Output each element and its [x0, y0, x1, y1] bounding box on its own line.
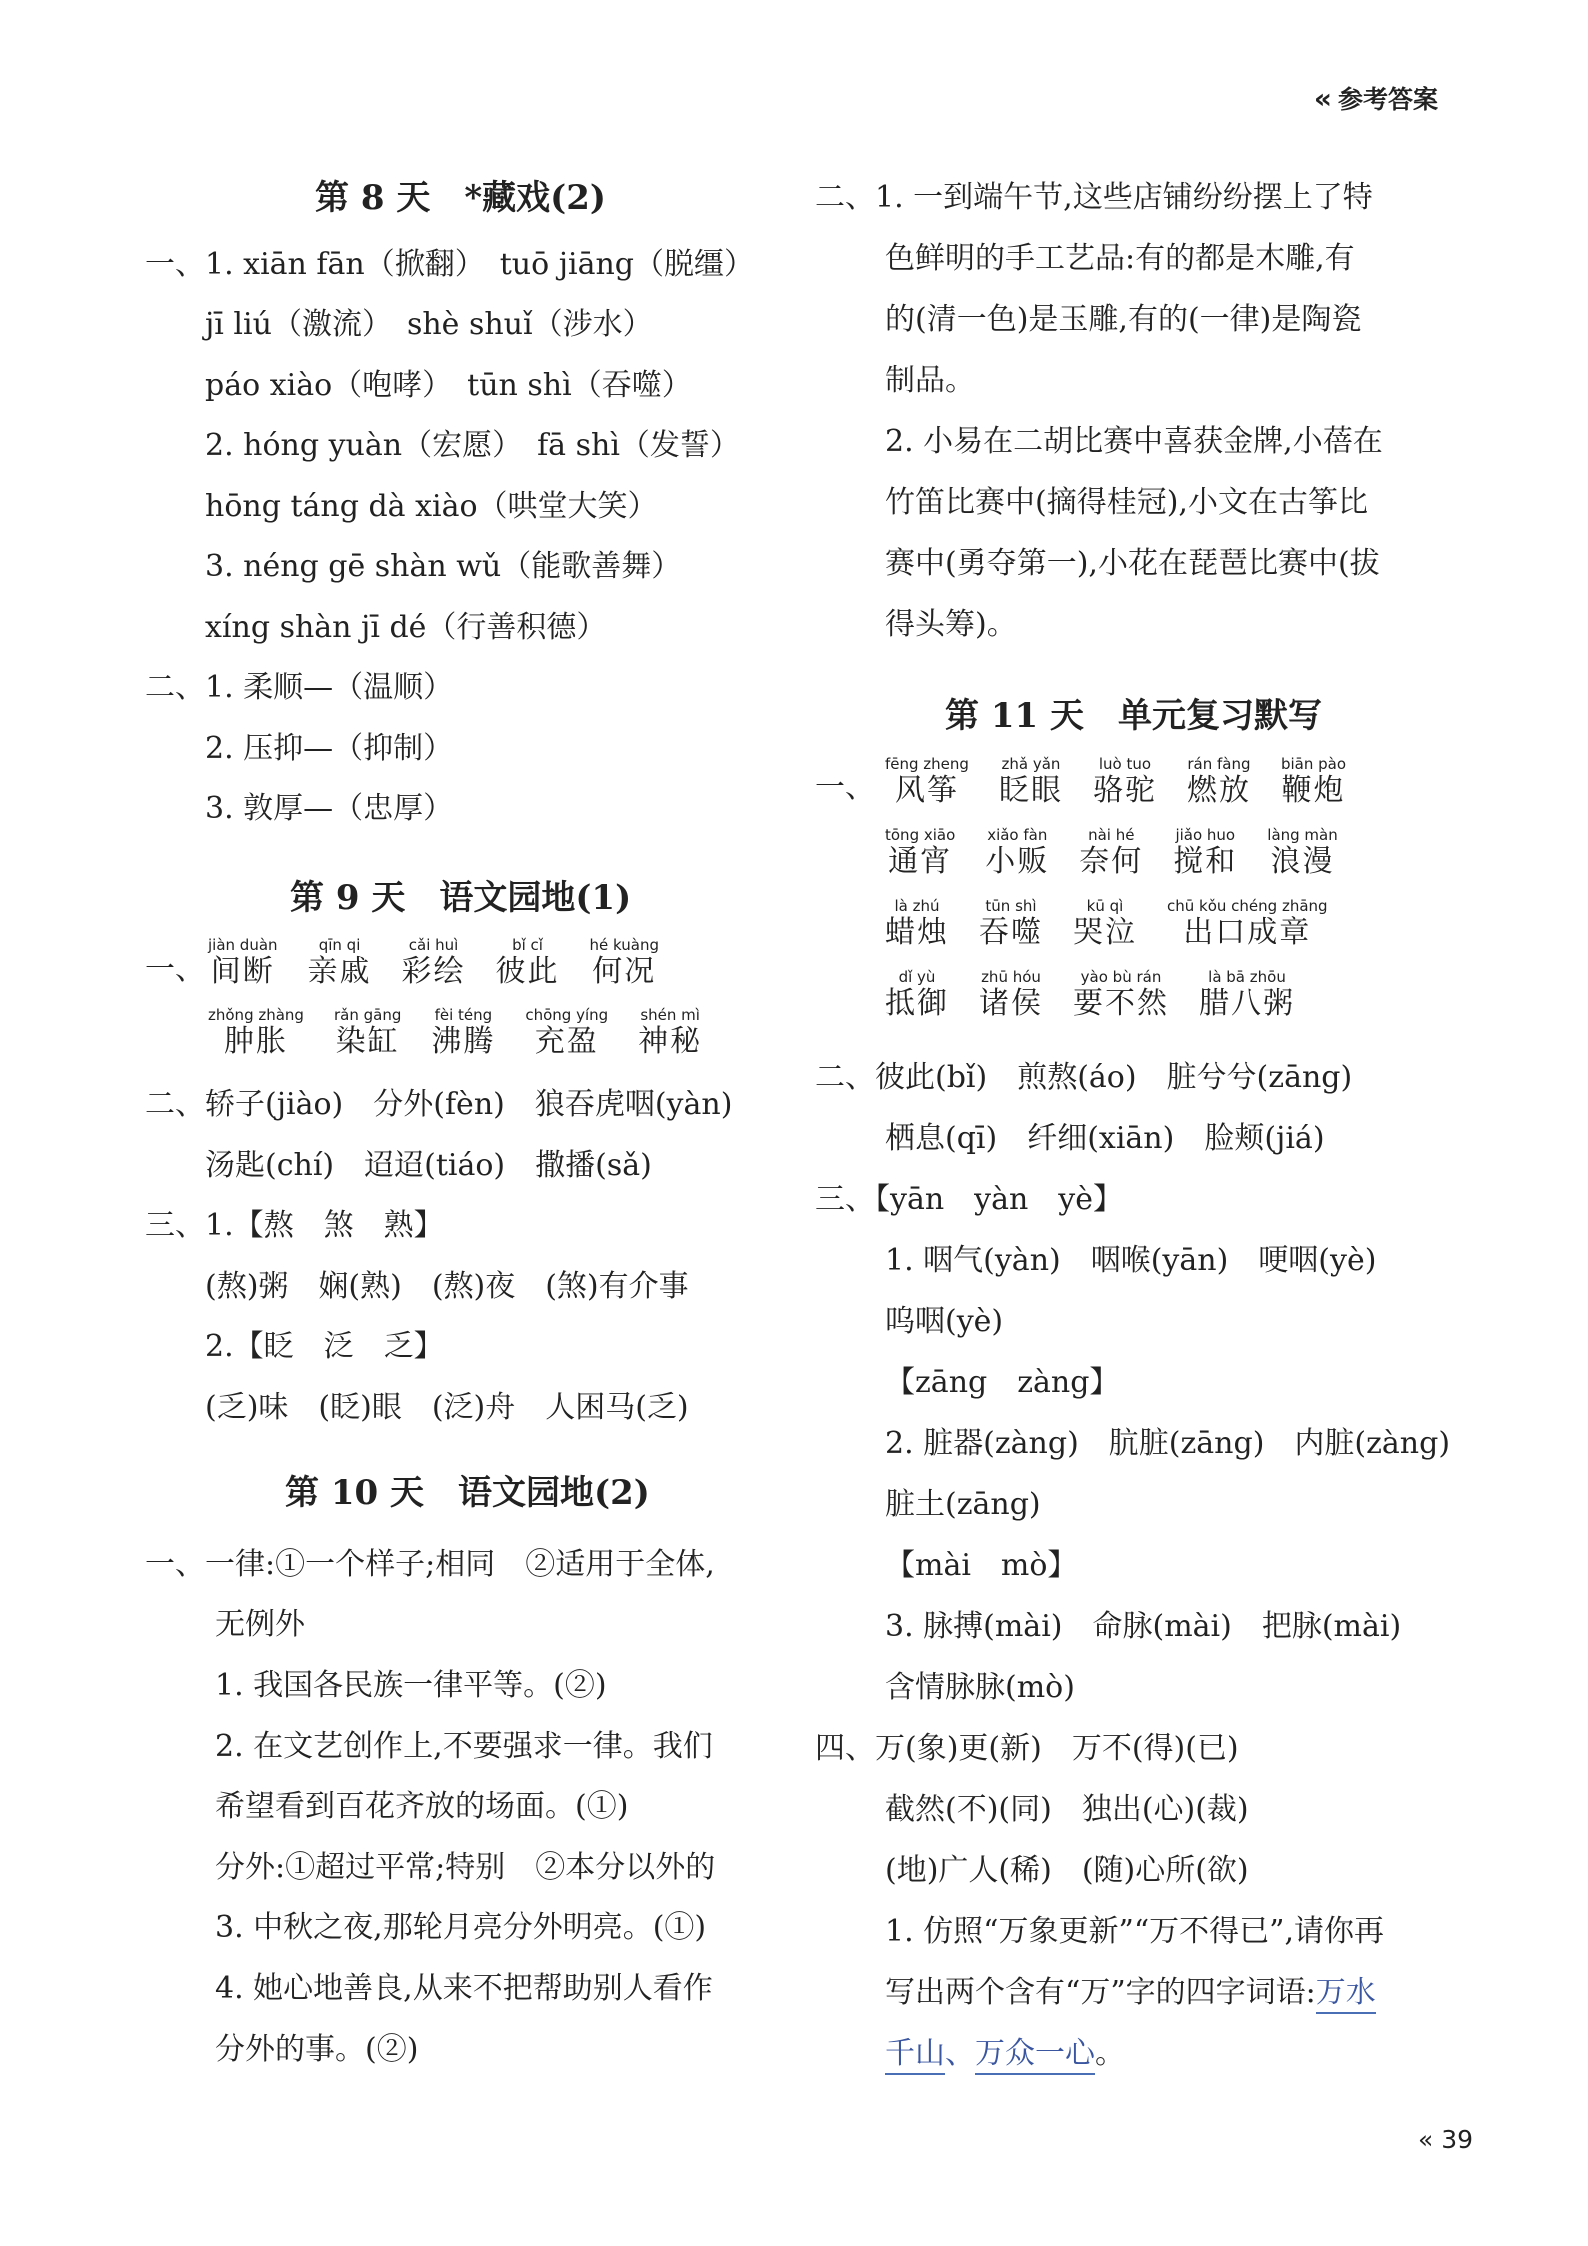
page-number: [1418, 2125, 1473, 2154]
period: 。: [1095, 2036, 1125, 2071]
day8-line: jī liú（激流） shè shuǐ（涉水）: [205, 307, 653, 342]
sentence-line: 赛中(勇夺第一),小花在琵琶比赛中(拔: [885, 546, 1380, 581]
day8-line: 3. néng gē shàn wǔ（能歌善舞）: [205, 549, 682, 584]
day8-line: 3. 敦厚—（忠厚）: [205, 791, 454, 826]
pinyin-word: fèi téng 沸腾: [431, 1006, 496, 1059]
sentence-line: 二、1. 一到端午节,这些店铺纷纷摆上了特: [815, 180, 1373, 215]
pinyin-word: là bā zhōu 腊八粥: [1199, 968, 1295, 1021]
pinyin-word: qīn qi 亲戚: [307, 936, 372, 989]
day9-line: 二、轿子(jiào) 分外(fèn) 狼吞虎咽(yàn): [145, 1087, 733, 1122]
day9-line: 2.【眨 泛 乏】: [205, 1329, 444, 1364]
sentence-line: 制品。: [885, 363, 975, 398]
day11-title: 第 11 天 单元复习默写: [945, 696, 1322, 736]
pinyin-word: chū kǒu chéng zhāng 出口成章: [1167, 897, 1328, 950]
page-number-value: 39: [1441, 2125, 1473, 2154]
pinyin-word: cǎi huì 彩绘: [401, 936, 466, 989]
day9-word-row: [208, 1006, 732, 1060]
day11-line: 三、【yān yàn yè】: [815, 1182, 1124, 1217]
double-chevron-icon: «: [1313, 82, 1332, 115]
pinyin-word: zhǒng zhàng 肿胀: [208, 1006, 304, 1059]
day9-line: (乏)味 (眨)眼 (泛)舟 人困马(乏): [205, 1390, 689, 1425]
day11-line: [885, 1973, 1376, 2013]
day8-line: xíng shàn jī dé（行善积德）: [205, 610, 607, 645]
pinyin-word: là zhú 蜡烛: [885, 897, 949, 950]
header-title: 参考答案: [1337, 85, 1438, 114]
pinyin-word: bǐ cǐ 彼此: [495, 936, 560, 989]
day8-line: 2. 压抑—（抑制）: [205, 731, 454, 766]
day8-line: 二、1. 柔顺—（温顺）: [145, 670, 454, 705]
day10-line: 4. 她心地善良,从来不把帮助别人看作: [215, 1971, 713, 2006]
day11-word-row: [885, 897, 1358, 951]
sentence-line: 的(清一色)是玉雕,有的(一律)是陶瓷: [885, 302, 1362, 337]
day11-line: 含情脉脉(mò): [885, 1670, 1075, 1705]
day9-line: (熬)粥 娴(熟) (熬)夜 (煞)有介事: [205, 1269, 689, 1304]
day11-line: 2. 脏器(zàng) 肮脏(zāng) 内脏(zàng): [885, 1426, 1451, 1461]
double-chevron-icon: «: [1417, 2125, 1434, 2154]
pinyin-word: tūn shì 吞噬: [979, 897, 1043, 950]
pinyin-word: luò tuo 骆驼: [1092, 755, 1157, 808]
day8-line: 一、1. xiān fān（掀翻） tuō jiāng（脱缰）: [145, 247, 755, 282]
day11-line: 3. 脉搏(mài) 命脉(mài) 把脉(mài): [885, 1609, 1402, 1644]
day11-line: (地)广人(稀) (随)心所(欲): [885, 1853, 1249, 1888]
day11-line: 1. 咽气(yàn) 咽喉(yān) 哽咽(yè): [885, 1243, 1377, 1278]
day10-line: 无例外: [215, 1607, 305, 1642]
pinyin-word: kū qì 哭泣: [1073, 897, 1137, 950]
pinyin-word: chōng yíng 充盈: [525, 1006, 609, 1059]
pinyin-word: shén mì 神秘: [638, 1006, 703, 1059]
day9-title: 第 9 天 语文园地(1): [290, 878, 632, 918]
day8-line: páo xiào（咆哮） tūn shì（吞噬）: [205, 368, 692, 403]
day11-line: 栖息(qī) 纤细(xiān) 脸颊(jiá): [885, 1121, 1325, 1156]
pinyin-word: hé kuàng 何况: [589, 936, 659, 989]
page-header: [1314, 80, 1438, 116]
day11-word-row: [885, 968, 1325, 1022]
handwritten-answer: 万水: [1316, 1975, 1376, 2014]
day11-line: 【zāng zàng】: [885, 1365, 1120, 1400]
pinyin-word: zhū hóu 诸侯: [979, 968, 1043, 1021]
day10-line: 2. 在文艺创作上,不要强求一律。我们: [215, 1729, 713, 1764]
day11-word-row: [885, 755, 1376, 809]
pinyin-word: tōng xiāo 通宵: [885, 826, 956, 879]
day10-line: 一、一律:①一个样子;相同 ②适用于全体,: [145, 1547, 715, 1582]
day10-line: 希望看到百花齐放的场面。(①): [215, 1789, 629, 1824]
pinyin-word: dǐ yù 抵御: [885, 968, 949, 1021]
day11-line: 呜咽(yè): [885, 1304, 1004, 1339]
pinyin-word: zhǎ yǎn 眨眼: [998, 755, 1063, 808]
pinyin-word: nài hé 奈何: [1079, 826, 1144, 879]
pinyin-word: fēng zheng 风筝: [885, 755, 969, 808]
day11-part1-label: 一、: [815, 770, 875, 805]
day11-line: [885, 2034, 1125, 2074]
day10-line: 3. 中秋之夜,那轮月亮分外明亮。(①): [215, 1910, 707, 1945]
sentence-line: 2. 小易在二胡比赛中喜获金牌,小蓓在: [885, 424, 1383, 459]
pinyin-word: làng màn 浪漫: [1267, 826, 1338, 879]
pinyin-word: yào bù rán 要不然: [1073, 968, 1169, 1021]
day9-line: 汤匙(chí) 迢迢(tiáo) 撒播(sǎ): [205, 1148, 652, 1183]
answer-separator: 、: [945, 2036, 975, 2071]
day10-line: 分外的事。(②): [215, 2032, 419, 2067]
pinyin-word: biān pào 鞭炮: [1280, 755, 1346, 808]
pinyin-word: rǎn gāng 染缸: [333, 1006, 402, 1059]
sentence-line: 得头筹)。: [885, 607, 1017, 642]
handwritten-answer: 千山: [885, 2036, 945, 2075]
sentence-line: 色鲜明的手工艺品:有的都是木雕,有: [885, 241, 1355, 276]
day11-line: 截然(不)(同) 独出(心)(裁): [885, 1792, 1249, 1827]
sentence-line: 竹笛比赛中(摘得桂冠),小文在古筝比: [885, 485, 1368, 520]
day8-line: hōng táng dà xiào（哄堂大笑）: [205, 489, 658, 524]
day11-line: 四、万(象)更(新) 万不(得)(已): [815, 1731, 1239, 1766]
day9-part1-label: 一、: [145, 952, 205, 987]
day9-word-row: [208, 936, 689, 990]
pinyin-word: rán fàng 燃放: [1186, 755, 1251, 808]
day10-line: 分外:①超过平常;特别 ②本分以外的: [215, 1850, 716, 1885]
day11-line: 脏土(zāng): [885, 1487, 1041, 1522]
pinyin-word: jiǎo huo 搅和: [1173, 826, 1238, 879]
day11-line: 1. 仿照“万象更新”“万不得已”,请你再: [885, 1914, 1385, 1949]
day10-title: 第 10 天 语文园地(2): [285, 1473, 650, 1513]
day10-line: 1. 我国各民族一律平等。(②): [215, 1668, 607, 1703]
question-text: 写出两个含有“万”字的四字词语:: [885, 1975, 1316, 2010]
day8-line: 2. hóng yuàn（宏愿） fā shì（发誓）: [205, 428, 740, 463]
day11-word-row: [885, 826, 1368, 880]
day11-line: 【mài mò】: [885, 1548, 1078, 1583]
day8-title: 第 8 天 *藏戏(2): [315, 178, 606, 218]
pinyin-word: jiàn duàn 间断: [208, 936, 278, 989]
day11-line: 二、彼此(bǐ) 煎熬(áo) 脏兮兮(zāng): [815, 1060, 1353, 1095]
handwritten-answer: 万众一心: [975, 2036, 1095, 2075]
day9-line: 三、1.【熬 煞 熟】: [145, 1208, 444, 1243]
pinyin-word: xiǎo fàn 小贩: [985, 826, 1050, 879]
